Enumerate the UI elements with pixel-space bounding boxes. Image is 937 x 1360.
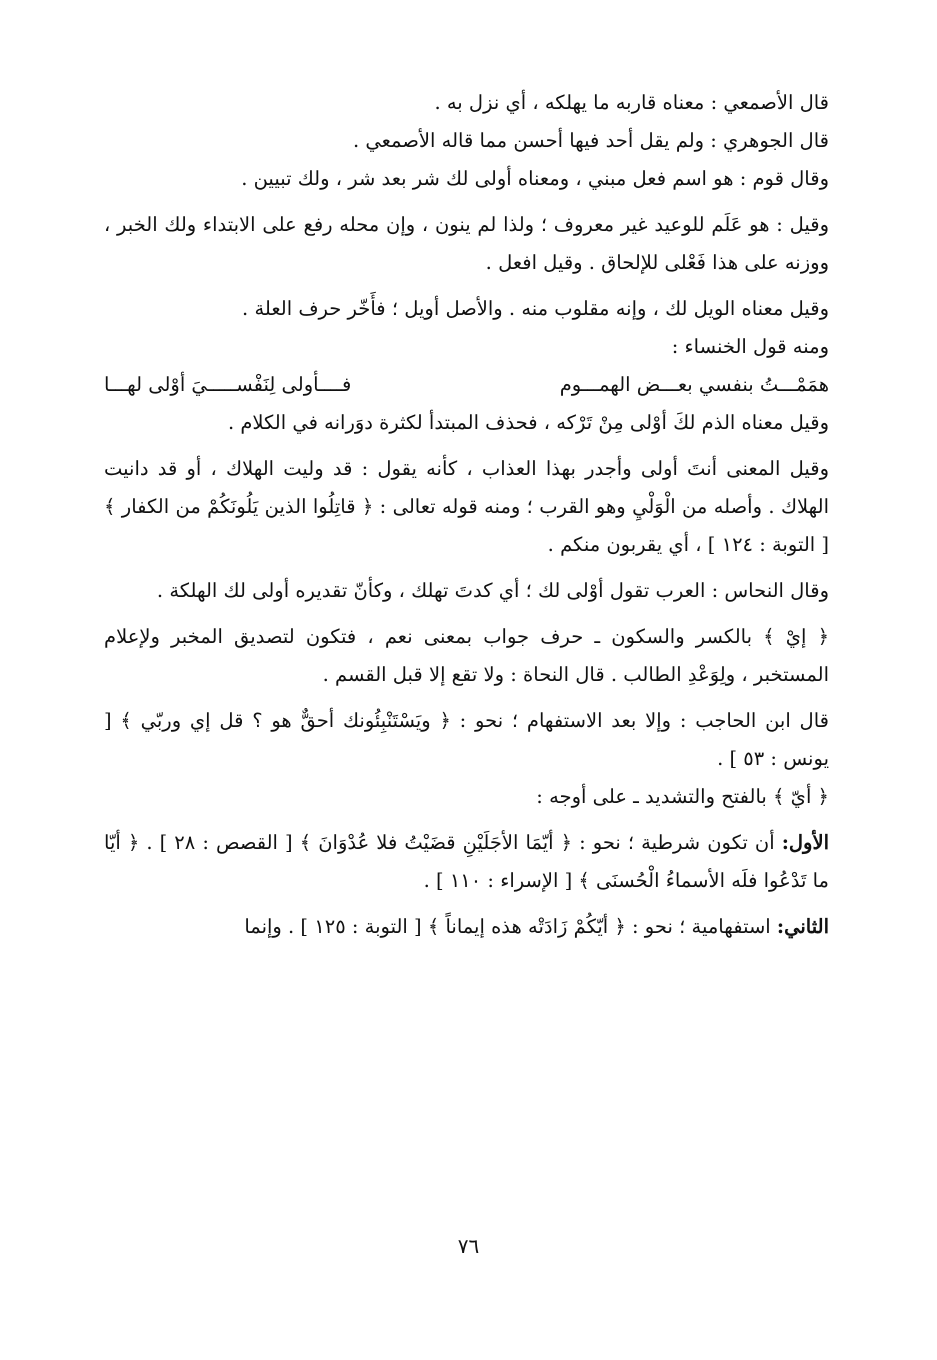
- first-label: الأول:: [781, 831, 830, 854]
- paragraph: وقيل : هو عَلَم للوعيد غير معروف ؛ ولذا لم ينون ، وإن محله رفع على الابتداء ولك الخبر ، ووزنه على هذا فَعْلى للإلحاق . وقيل افعل .: [104, 213, 829, 274]
- second-sense-text: استفهامية ؛ نحو : ﴿ أيّكُمْ زَادَتْه هذه إيماناً ﴾ [ التوبة : ١٢٥ ] . وإنما: [244, 915, 771, 938]
- paragraph-first-sense: [104, 824, 829, 900]
- paragraph: قال الأصمعي : معناه قاربه ما يهلكه ، أي نزل به .: [434, 91, 829, 114]
- paragraph: ومنه قول الخنساء :: [671, 335, 829, 358]
- page-number: ٧٦: [457, 1234, 480, 1258]
- paragraph: وقال قوم : هو اسم فعل مبني ، ومعناه أولى لك شر بعد شر ، ولك تبيين .: [241, 167, 829, 190]
- paragraph: وقيل المعنى أنتَ أولى وأجدر بهذا العذاب ، كأنه يقول : قد وليت الهلاك ، أو قد دانيت الهلاك . وأصله من الْوَلْيِ وهو القرب ؛ ومنه قوله تعالى : ﴿ قاتِلُوا الذين يَلُونَكُمْ من الكفار ﴾ [ التوبة : ١٢٤ ] ، أي يقربون منكم .: [104, 457, 829, 556]
- paragraph: قال الجوهري : ولم يقل أحد فيها أحسن مما قاله الأصمعي .: [352, 129, 829, 152]
- body-text: [104, 84, 829, 954]
- paragraph: وقال النحاس : العرب تقول أوْلى لك ؛ أي كدتَ تهلك ، وكأنّ تقديره أولى لك الهلكة .: [156, 579, 829, 602]
- second-label: الثاني:: [776, 915, 829, 938]
- paragraph: وقيل معناه الذم لكَ أوْلى مِنْ تَرْكه ، فحذف المبتدأ لكثرة دوَرانه في الكلام .: [227, 411, 829, 434]
- paragraph-second-sense: [104, 908, 829, 946]
- first-sense-text: أن تكون شرطية ؛ نحو : ﴿ أيّمَا الأجَلَيْنِ قضَيْتُ فلا عُدْوَانَ ﴾ [ القصص : ٢٨ ] . ﴿ أيّا ما تَدْعُوا فلَه الأسماءُ الْحُسنَى ﴾ [ الإسراء : ١١٠ ] .: [104, 831, 829, 892]
- verse-first-hemistich: همَمْـــتُ بنفسي بعـــض الهمـــوم: [559, 373, 829, 396]
- paragraph: ﴿ أيّ ﴾ بالفتح والتشديد ـ على أوجه :: [536, 785, 829, 808]
- paragraph: قال ابن الحاجب : وإلا بعد الاستفهام ؛ نحو : ﴿ ويَسْتَنْبِئُونك أحقٌّ هو ؟ قل إي وربّي ﴾ [ يونس : ٥٣ ] .: [104, 709, 829, 770]
- poetry-verse: [104, 366, 829, 404]
- verse-second-hemistich: فــــأولى لِنَفْســـــيَ أوْلى لهـــا: [104, 373, 352, 396]
- paragraph: ﴿ إيْ ﴾ بالكسر والسكون ـ حرف جواب بمعنى نعم ، فتكون لتصديق المخبر ولإعلام المستخبر ، ولِوَعْدِ الطالب . قال النحاة : ولا تقع إلا قبل القسم .: [104, 625, 829, 686]
- paragraph: وقيل معناه الويل لك ، وإنه مقلوب منه . والأصل أويل ؛ فأَخّر حرف العلة .: [242, 297, 829, 320]
